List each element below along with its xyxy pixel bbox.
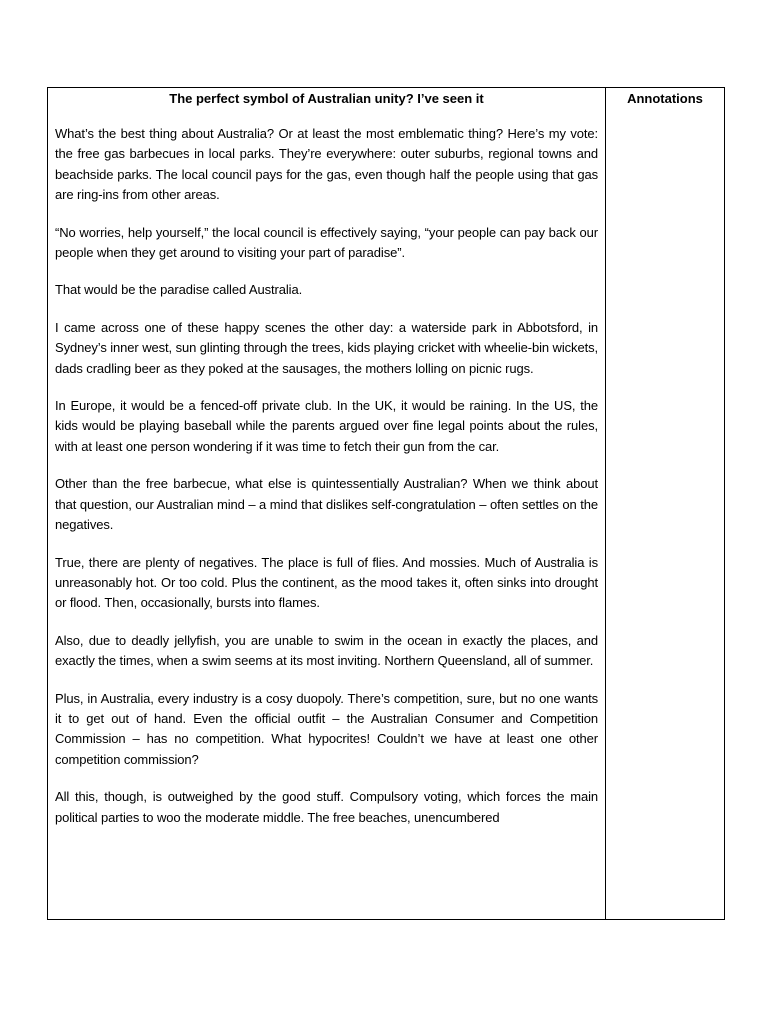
article-paragraph: In Europe, it would be a fenced-off private club. In the UK, it would be raining. In the US, the kids would be playing baseball while the parents argued over fine legal points about the rules, with at least one person wondering if it was time to fetch their gun from the car.	[55, 398, 598, 454]
article-paragraph: Also, due to deadly jellyfish, you are unable to swim in the ocean in exactly the places, and exactly the times, when a swim seems at its most inviting. Northern Queensland, all of summer.	[55, 632, 598, 669]
article-paragraph: Plus, in Australia, every industry is a cosy duopoly. There’s competition, sure, but no one wants it to get out of hand. Even the official outfit – the Australian Consumer and Competition Commission – has no competition. What hypocrites! Couldn’t we have at least one other competition commission?	[55, 690, 598, 767]
article-title: The perfect symbol of Australian unity? I’ve seen it	[169, 91, 484, 106]
article-paragraph: “No worries, help yourself,” the local council is effectively saying, “your people can pay back our people when they get around to visiting your part of paradise”.	[55, 224, 598, 261]
article-paragraph: True, there are plenty of negatives. The place is full of flies. And mossies. Much of Australia is unreasonably hot. Or too cold. Plus the continent, as the mood takes it, often sinks into drought or flood. Then, occasionally, bursts into flames.	[55, 554, 598, 611]
document-table	[47, 87, 725, 920]
annotations-column	[606, 88, 724, 919]
article-paragraph: What’s the best thing about Australia? Or at least the most emblematic thing? Here’s my vote: the free gas barbecues in local parks. They’re everywhere: outer suburbs, regional towns and beachside parks. The local council pays for the gas, even though half the people using that gas are ring-ins from other areas.	[55, 126, 598, 203]
article-paragraph: Other than the free barbecue, what else is quintessentially Australian? When we think about that question, our Australian mind – a mind that dislikes self-congratulation – often settles on the negatives.	[55, 476, 598, 533]
article-paragraph: That would be the paradise called Australia.	[55, 282, 303, 298]
article-paragraph: I came across one of these happy scenes the other day: a waterside park in Abbotsford, in Sydney’s inner west, sun glinting through the trees, kids playing cricket with wheelie-bin wickets, dads cradling beer as they poked at the sausages, the mothers lolling on picnic rugs.	[55, 319, 598, 376]
article-column	[48, 88, 606, 919]
annotations-header: Annotations	[627, 91, 703, 106]
article-paragraph: All this, though, is outweighed by the good stuff. Compulsory voting, which forces the main political parties to woo the moderate middle. The free beaches, unencumbered	[55, 789, 598, 825]
